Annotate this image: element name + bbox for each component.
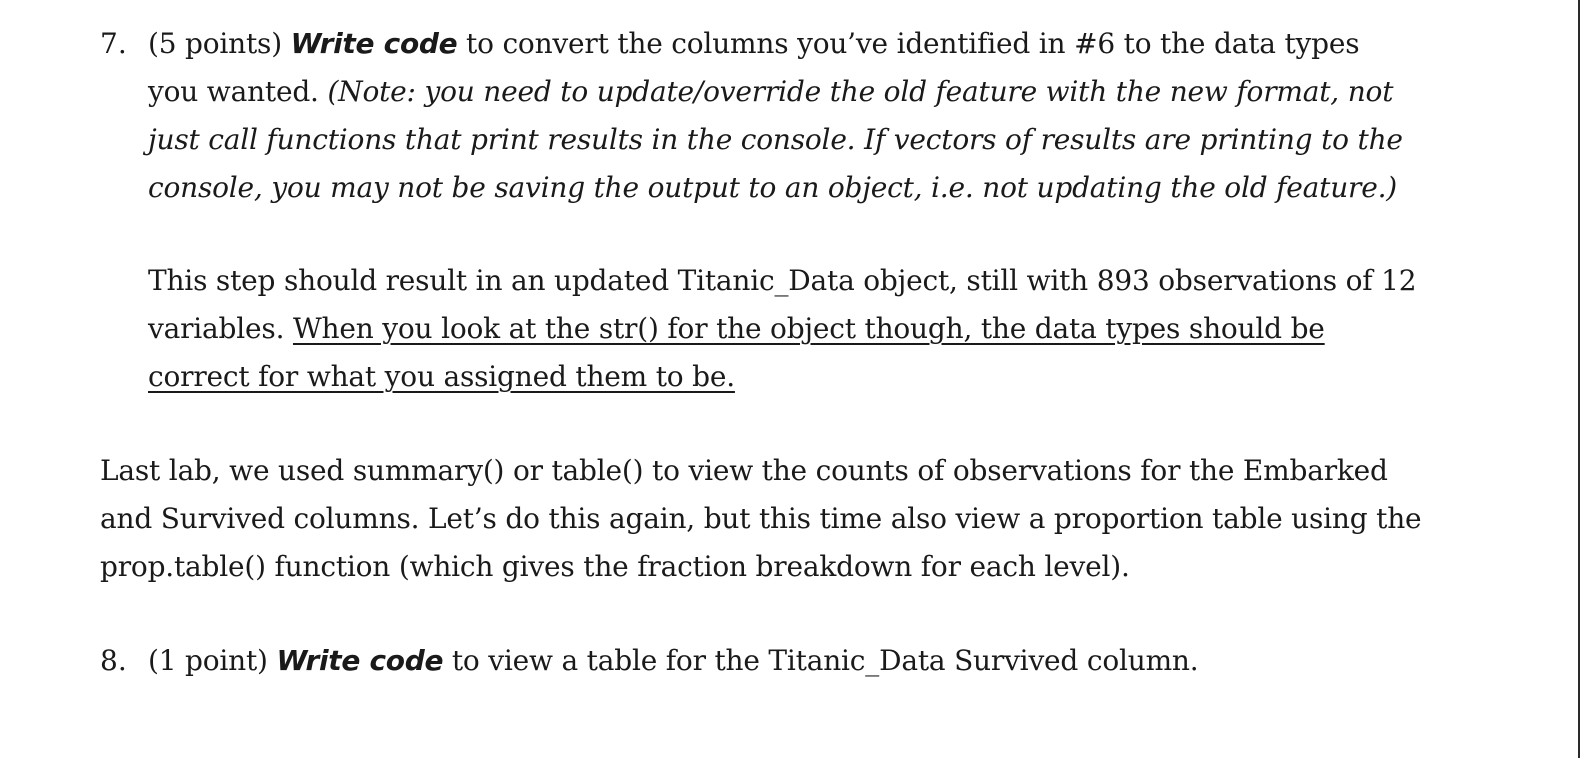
question-8-line [148, 637, 1198, 685]
question-7-underlined-text-1: When you look at the str() for the object though, the data types should be [292, 312, 1325, 345]
question-8-write-code: Write code [276, 644, 444, 677]
question-7-write-code: Write code [290, 27, 458, 60]
question-7-paragraph-text: variables. [148, 312, 285, 345]
question-7-text-2: you wanted. [148, 75, 319, 108]
question-7-paragraph-line-1: This step should result in an updated Titanic_Data object, still with 893 observations of 12 [148, 264, 1417, 297]
question-7-underlined-text-2: correct for what you assigned them to be. [148, 360, 735, 393]
question-8-number: 8. [100, 644, 127, 677]
question-7-note-3: console, you may not be saving the output to an object, i.e. not updating the old feature.) [148, 171, 1398, 204]
question-7-number: 7. [100, 27, 127, 60]
question-7-note-1: (Note: you need to update/override the old feature with the new format, not [327, 75, 1394, 108]
question-7-line-2 [148, 68, 1393, 116]
intro-paragraph-line-1: Last lab, we used summary() or table() to view the counts of observations for the Embarked [100, 454, 1388, 487]
question-7-points: (5 points) [148, 27, 282, 60]
page-edge-divider [1578, 0, 1580, 758]
question-7-line-1 [148, 20, 1359, 68]
question-7-note-2: just call functions that print results in the console. If vectors of results are printing to the [148, 123, 1403, 156]
question-7-paragraph-line-2 [148, 305, 1325, 353]
intro-paragraph-line-3: prop.table() function (which gives the fraction breakdown for each level). [100, 550, 1130, 583]
question-7-text-1: to convert the columns you’ve identified in #6 to the data types [466, 27, 1360, 60]
intro-paragraph-line-2: and Survived columns. Let’s do this again, but this time also view a proportion table using the [100, 502, 1422, 535]
question-8-points: (1 point) [148, 644, 268, 677]
question-8-text: to view a table for the Titanic_Data Survived column. [451, 644, 1199, 677]
